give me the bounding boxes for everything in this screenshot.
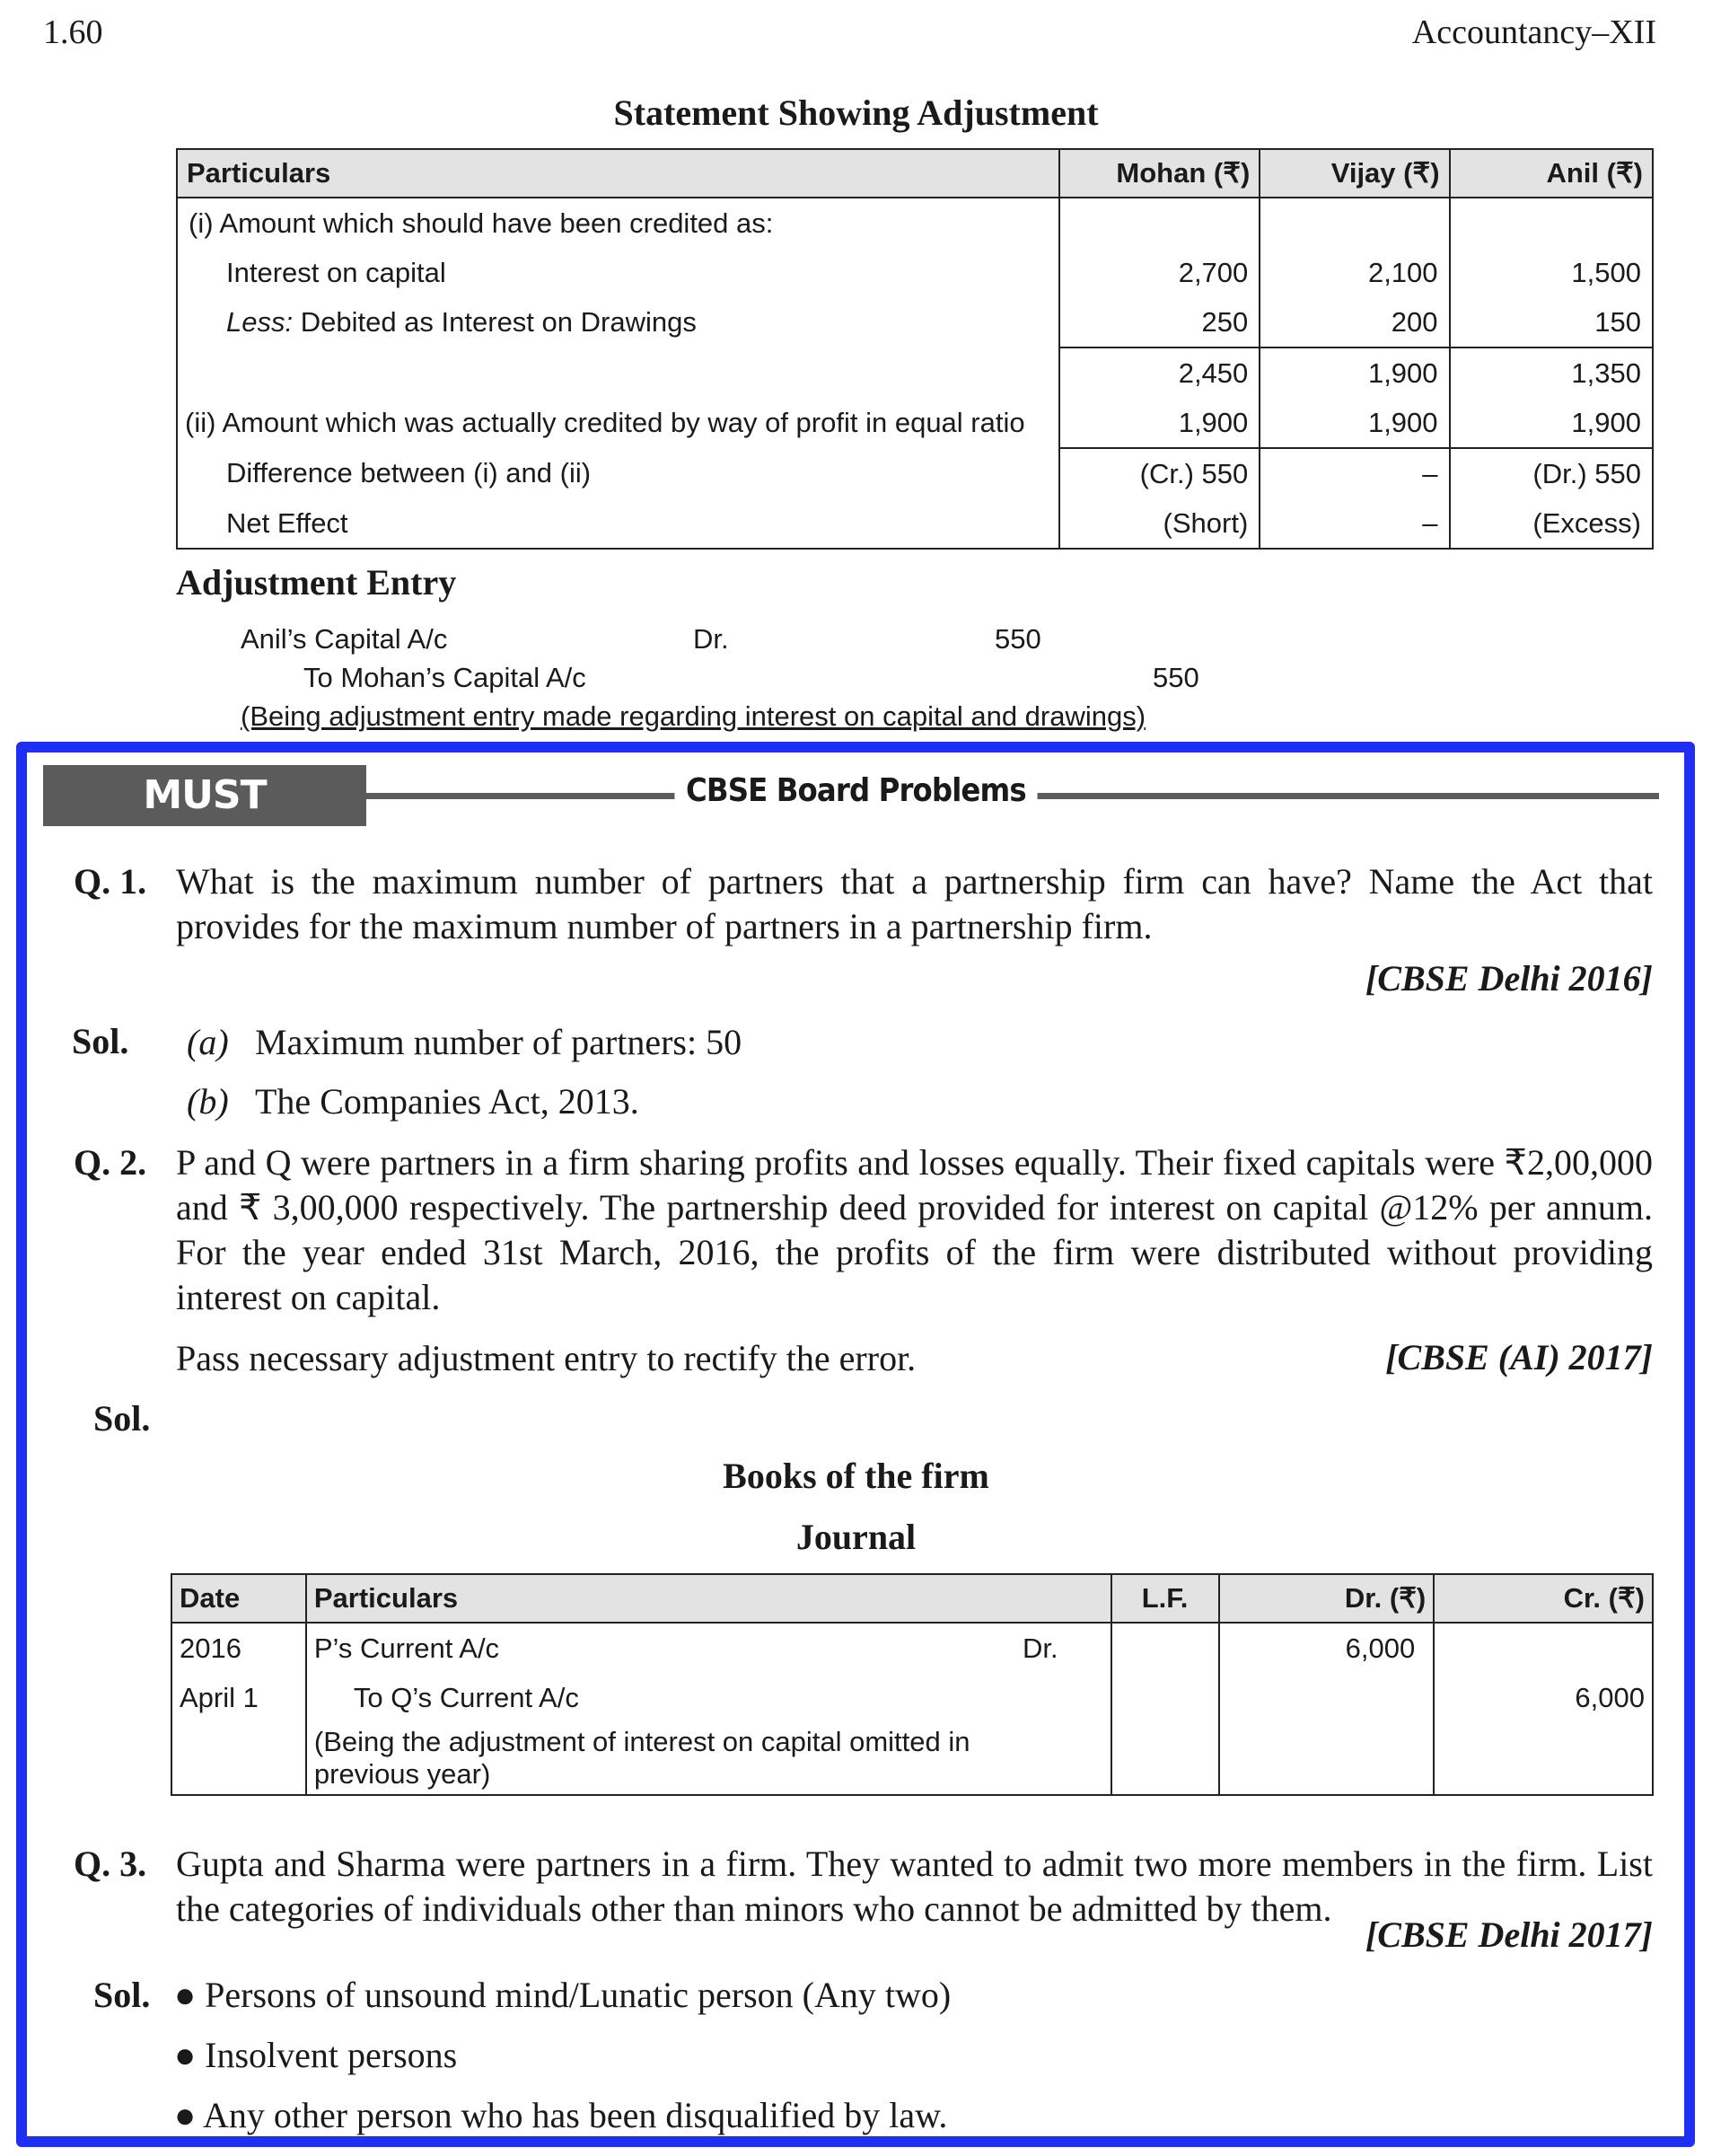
- row-label: (i) Amount which should have been credited as:: [189, 207, 774, 239]
- anil-value: (Excess): [1450, 498, 1653, 549]
- q1-answer-a: Maximum number of partners: 50: [255, 1022, 742, 1062]
- table-header-row: [177, 149, 1653, 198]
- column-header-particulars: Particulars: [306, 1574, 1111, 1623]
- column-header-vijay: Vijay (₹): [1260, 149, 1449, 198]
- adjustment-entry-title: Adjustment Entry: [176, 562, 457, 603]
- anil-value: 1,350: [1450, 348, 1653, 398]
- row-label: Difference between (i) and (ii): [226, 457, 592, 488]
- journal-date-year: 2016: [171, 1623, 306, 1673]
- q1-number: Q. 1.: [74, 861, 147, 902]
- table-row: [177, 198, 1653, 248]
- vijay-value: 2,100: [1260, 248, 1449, 297]
- journal-table: [171, 1573, 1654, 1796]
- q3-bullet-text: Insolvent persons: [205, 2035, 458, 2075]
- journal-debit-amount: 6,000: [1219, 1623, 1435, 1673]
- q2-number: Q. 2.: [74, 1142, 147, 1183]
- column-header-cr: Cr. (₹): [1434, 1574, 1653, 1623]
- journal-title: Journal: [795, 1517, 917, 1557]
- q3-bullet-text: Any other person who has been disqualified by law.: [202, 2095, 948, 2135]
- q2-text: P and Q were partners in a firm sharing profits and losses equally. Their fixed capitals were ₹2,00,000 and ₹ 3,00,000 respectively. The partnership deed provided for interest on capital @12% per annum. For the year ended 31st March, 2016, the profits of the firm were distributed without providing interest on capital.: [176, 1142, 1653, 1317]
- q3-sol-label: Sol.: [93, 1975, 151, 2015]
- vijay-value: –: [1260, 448, 1449, 498]
- must-practice-banner: MUST PRACTICE: [43, 765, 366, 826]
- vijay-value: 200: [1260, 297, 1449, 348]
- q1-answer-b: The Companies Act, 2013.: [255, 1081, 639, 1122]
- mohan-value: 2,700: [1059, 248, 1260, 297]
- table-row: [177, 448, 1653, 498]
- q2-instruction: Pass necessary adjustment entry to rectify the error.: [176, 1338, 917, 1378]
- q1-sol-label: Sol.: [72, 1021, 129, 1061]
- books-title: Books of the firm: [723, 1456, 989, 1496]
- column-header-mohan: Mohan (₹): [1059, 149, 1260, 198]
- book-title: Accountancy–XII: [1411, 13, 1656, 51]
- row-label-text: Debited as Interest on Drawings: [293, 306, 697, 338]
- adjustment-narration: (Being adjustment entry made regarding interest on capital and drawings): [241, 700, 1146, 732]
- table-row: [171, 1673, 1653, 1722]
- q3-text: Gupta and Sharma were partners in a firm. They wanted to admit two more members in the firm. List the categories of individuals other than minors who cannot be admitted by them.: [176, 1844, 1653, 1929]
- credit-amount: 550: [1153, 662, 1199, 693]
- anil-value: 1,900: [1450, 398, 1653, 448]
- table-row: [171, 1722, 1653, 1795]
- cbse-board-problems-label: CBSE Board Problems: [675, 772, 1038, 809]
- table-header-row: [171, 1574, 1653, 1623]
- row-label: Net Effect: [226, 506, 348, 539]
- q1-reference: [CBSE Delhi 2016]: [1365, 958, 1653, 999]
- journal-dr-label: Dr.: [1023, 1632, 1058, 1664]
- row-label: Interest on capital: [226, 256, 446, 288]
- journal-date-day: April 1: [171, 1673, 306, 1722]
- debit-amount: 550: [995, 623, 1041, 655]
- q3-bullet-1: ● Persons of unsound mind/Lunatic person (Any two): [174, 1975, 952, 2015]
- adjustment-statement-table: [176, 148, 1654, 550]
- q2-reference: [CBSE (AI) 2017]: [1385, 1337, 1653, 1377]
- anil-value: 1,500: [1450, 248, 1653, 297]
- mohan-value: (Short): [1059, 498, 1260, 549]
- column-header-date: Date: [171, 1574, 306, 1623]
- q3-bullet-2: ● Insolvent persons: [174, 2035, 458, 2075]
- mohan-value: 250: [1059, 297, 1260, 348]
- anil-value: 150: [1450, 297, 1653, 348]
- table-row: [177, 297, 1653, 348]
- q1-answer-a-marker: (a): [187, 1022, 229, 1062]
- q3-reference: [CBSE Delhi 2017]: [1365, 1914, 1653, 1955]
- mohan-value: 2,450: [1059, 348, 1260, 398]
- table-row: [177, 248, 1653, 297]
- q3-bullet-text: Persons of unsound mind/Lunatic person (Any two): [205, 1975, 952, 2015]
- q3-bullet-3: ● Any other person who has been disqualified by law.: [174, 2095, 948, 2135]
- mohan-value: (Cr.) 550: [1059, 448, 1260, 498]
- journal-credit-account: To Q’s Current A/c: [306, 1673, 1111, 1722]
- page-number: 1.60: [43, 13, 103, 51]
- statement-title: Statement Showing Adjustment: [613, 92, 1099, 133]
- q1-answer-b-marker: (b): [187, 1081, 229, 1122]
- table-row: [177, 398, 1653, 448]
- column-header-anil: Anil (₹): [1450, 149, 1653, 198]
- table-row: [177, 348, 1653, 398]
- column-header-particulars: Particulars: [177, 149, 1059, 198]
- row-label: (ii) Amount which was actually credited by way of profit in equal ratio: [185, 407, 1025, 438]
- table-row: [171, 1623, 1653, 1673]
- mohan-value: 1,900: [1059, 398, 1260, 448]
- row-label: [177, 297, 1059, 348]
- debit-account: Anil’s Capital A/c: [241, 623, 448, 655]
- vijay-value: –: [1260, 498, 1449, 549]
- less-label: Less:: [226, 306, 294, 338]
- journal-debit-account: P’s Current A/c: [313, 1632, 500, 1664]
- row-label: [177, 348, 1059, 398]
- anil-value: (Dr.) 550: [1450, 448, 1653, 498]
- vijay-value: 1,900: [1260, 348, 1449, 398]
- table-row: [177, 498, 1653, 549]
- q3-number: Q. 3.: [74, 1844, 147, 1884]
- dr-label: Dr.: [693, 623, 729, 655]
- journal-narration: (Being the adjustment of interest on capital omitted in previous year): [306, 1722, 1111, 1795]
- credit-account: To Mohan’s Capital A/c: [303, 662, 586, 693]
- column-header-lf: L.F.: [1111, 1574, 1219, 1623]
- q2-sol-label: Sol.: [93, 1398, 151, 1439]
- vijay-value: 1,900: [1260, 398, 1449, 448]
- q1-text: What is the maximum number of partners that a partnership firm can have? Name the Act that provides for the maximum number of partners in a partnership firm.: [176, 861, 1653, 946]
- journal-credit-amount: 6,000: [1434, 1673, 1653, 1722]
- column-header-dr: Dr. (₹): [1219, 1574, 1435, 1623]
